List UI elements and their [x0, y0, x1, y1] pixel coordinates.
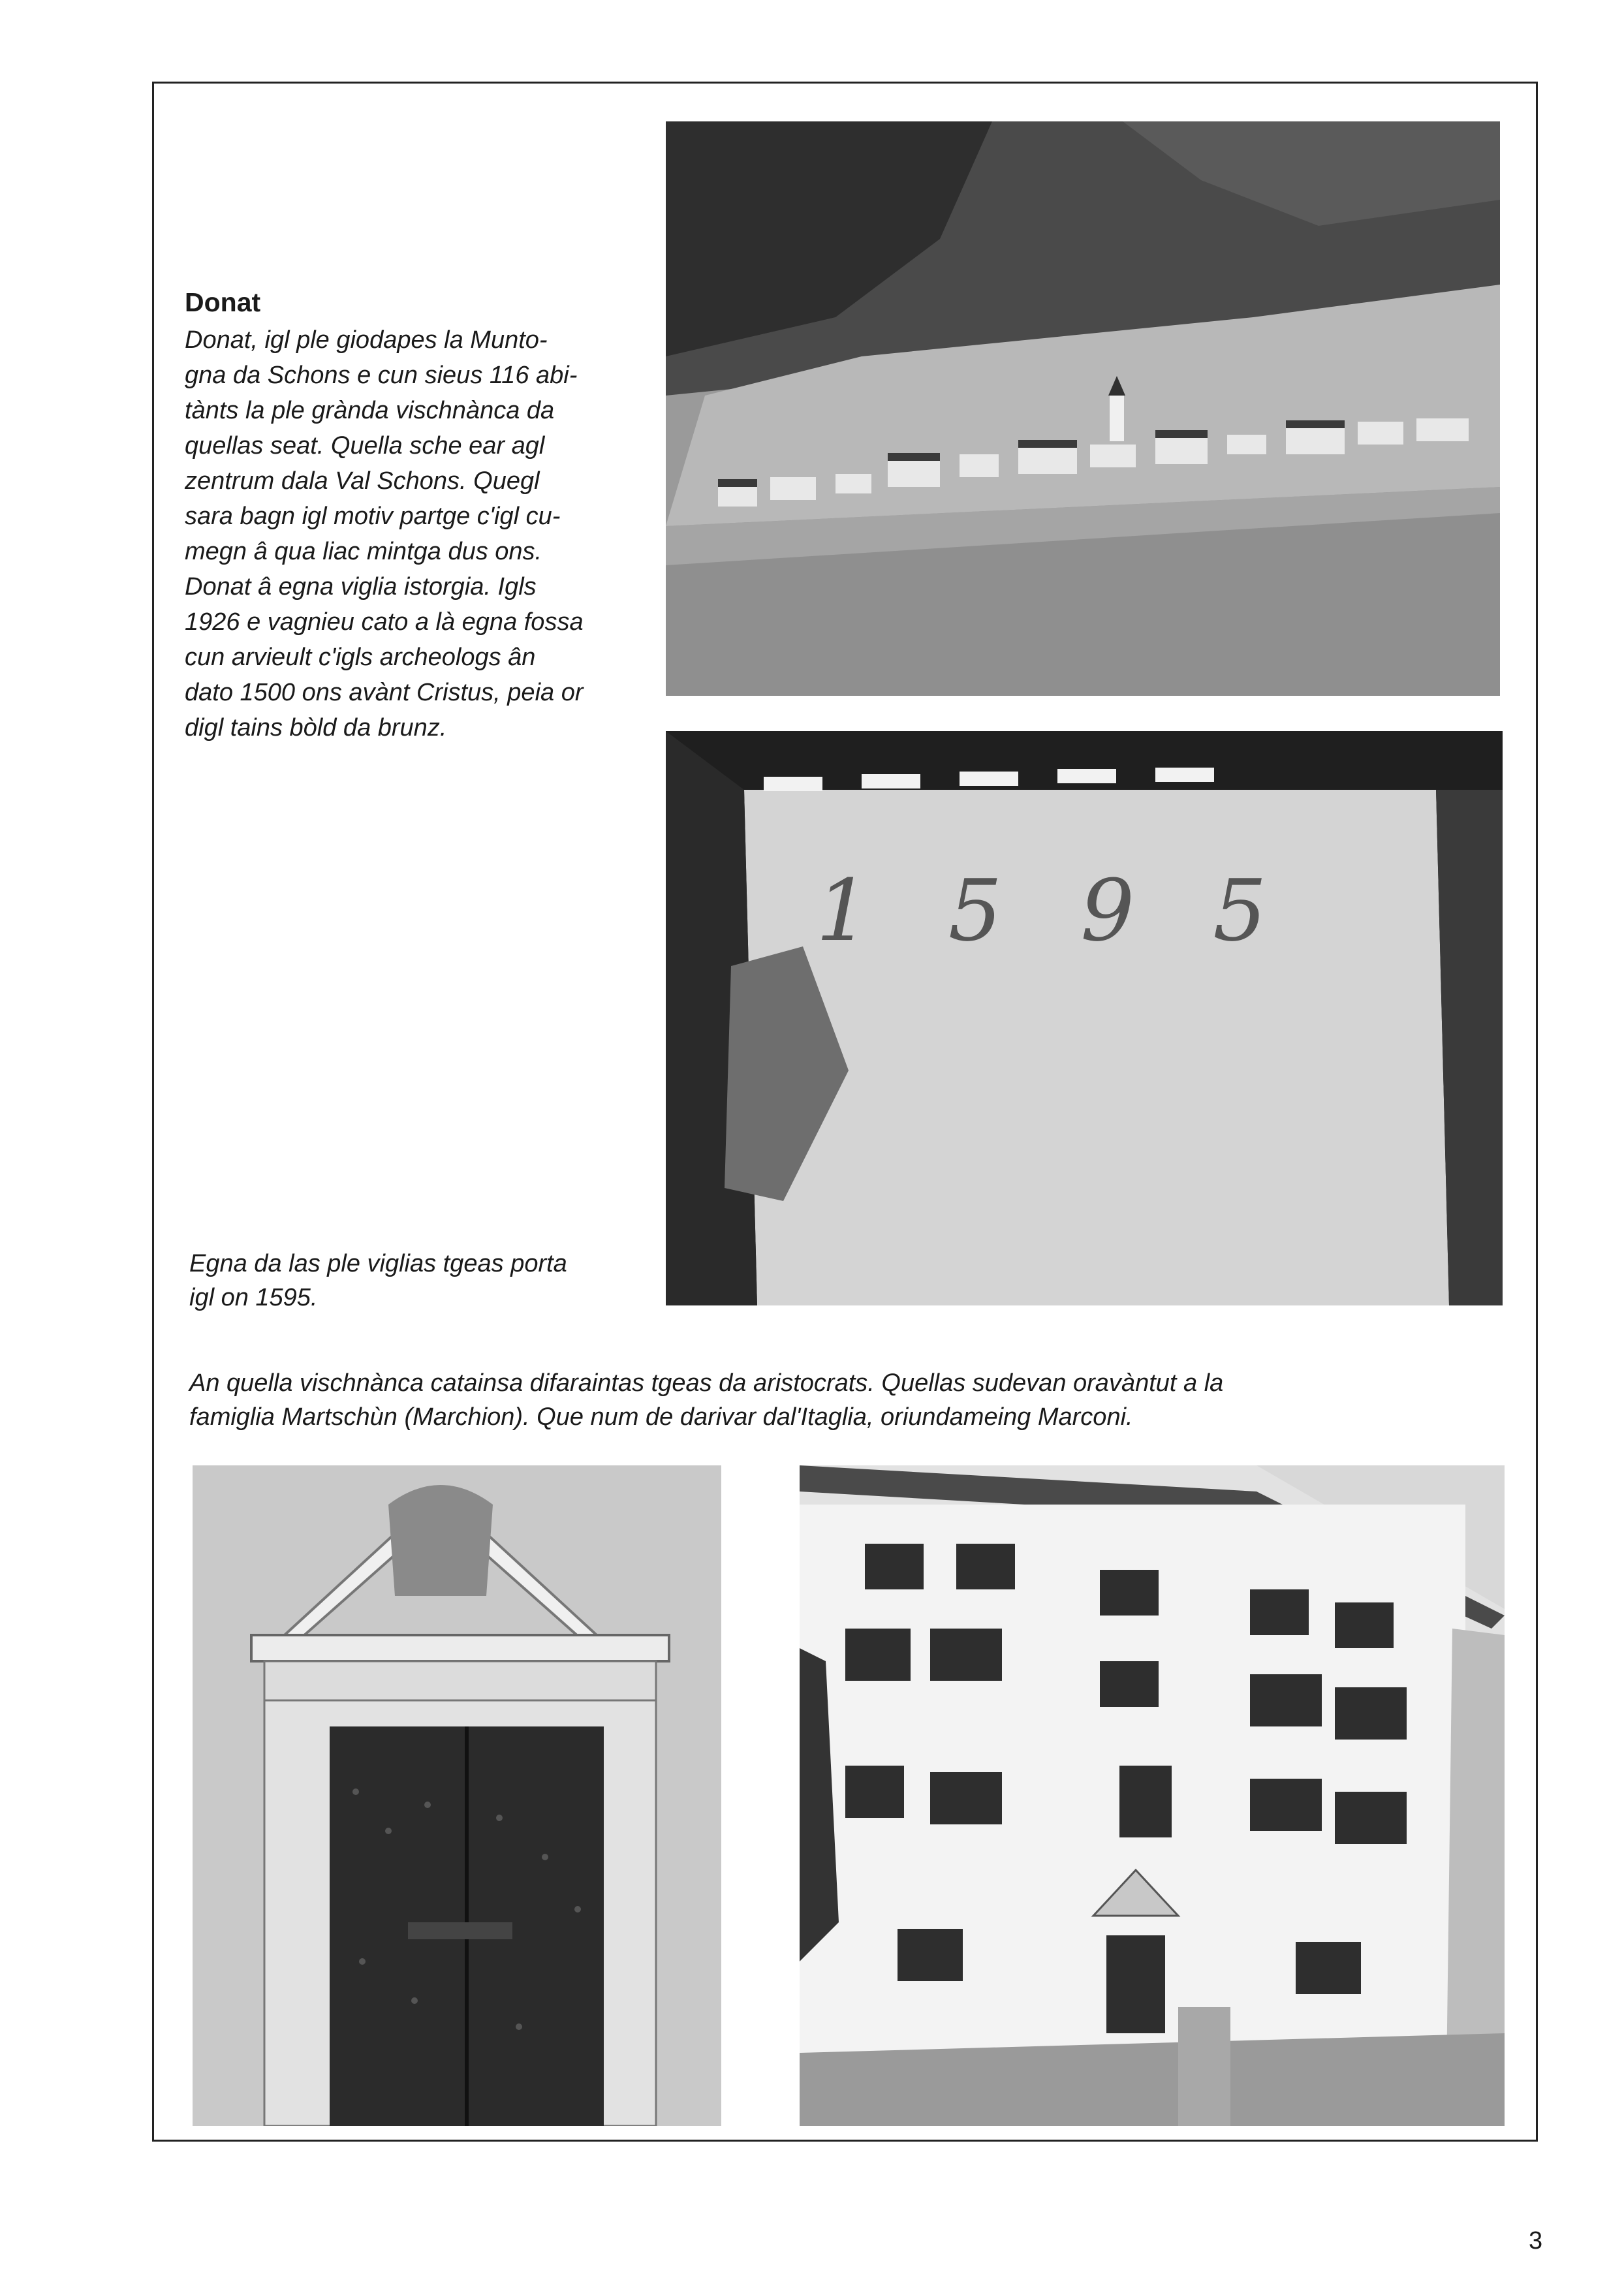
village-landscape-photo [666, 121, 1500, 696]
caption-door-1595: Egna da las ple viglias tgeas porta igl on 1595. [189, 1250, 567, 1311]
caption-aristocrats: An quella vischnànca catainsa difaraintas tgeas da aristocrats. Quellas sudevan oravàntut a la famiglia Martschùn (Marchion). Que num de darivar dal'Itaglia, oriundameing Marconi. [189, 1369, 1224, 1431]
door-inscription-1595-photo [666, 731, 1503, 1305]
article-intro: Donat, igl ple giodapes la Munto- gna da Schons e cun sieus 116 abi- tànts la ple grànda vischnànca da quellas seat. Quella sche ear agl zentrum dala Val Schons. Quegl sara bagn igl motiv partge c'igl cu- megn â qua liac mintga dus ons. Donat â egna viglia istorgia. Igls 1926 e vagnieu cato a là egna fossa cun arvieult c'igls archeologs ân dato 1500 ons avànt Cristus, peia or digl tains bòld da brunz. [185, 326, 584, 742]
article-heading: Donat [185, 287, 261, 317]
baroque-portal-photo [193, 1465, 721, 2126]
inscription-1595: 1595 [816, 861, 1345, 960]
aristocrat-house-photo [800, 1465, 1505, 2126]
page-number: 3 [1529, 2227, 1543, 2255]
